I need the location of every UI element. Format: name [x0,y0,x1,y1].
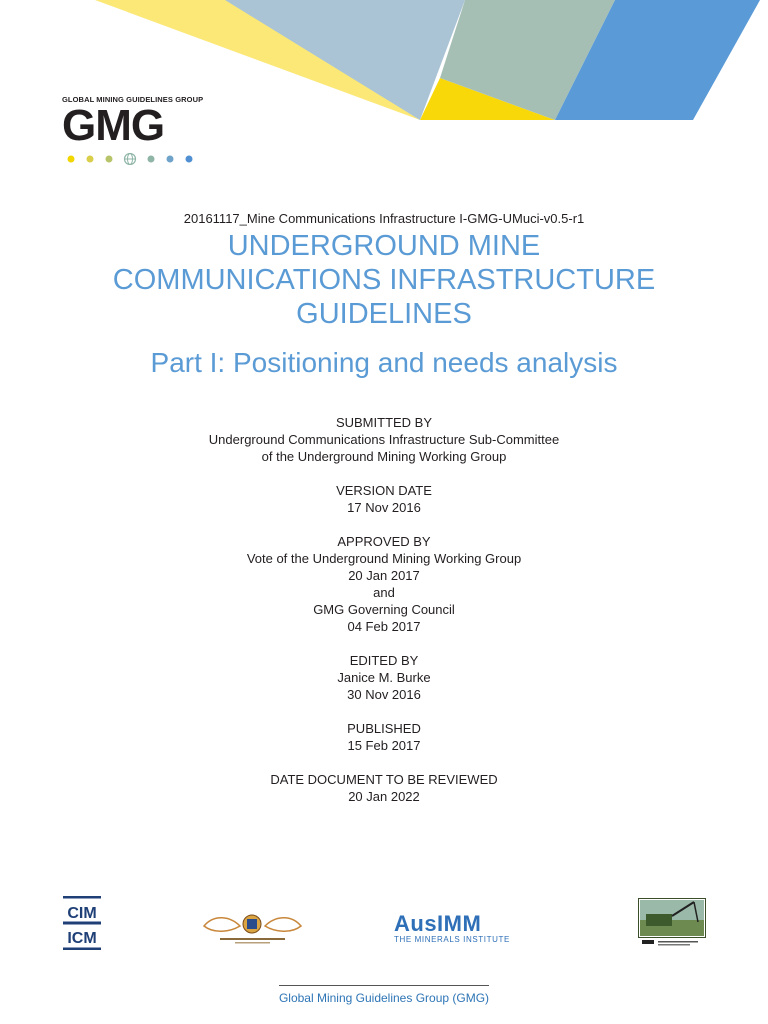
edited-by-label: EDITED BY [349,653,419,668]
review-date-value: 20 Jan 2022 [348,789,420,804]
footer-text: Global Mining Guidelines Group (GMG) [278,991,490,1005]
approved-by-block [0,533,768,635]
gmg-dots-icon [67,153,197,165]
title-line-3: GUIDELINES [296,298,472,330]
saimm-logo [200,908,305,946]
edited-by-block [0,652,768,703]
review-date-block [0,771,768,805]
title-line-1: UNDERGROUND MINE [227,230,541,262]
edited-by-line: 30 Nov 2016 [347,687,421,702]
title-line-2: COMMUNICATIONS INFRASTRUCTURE [112,264,656,296]
approved-by-line: GMG Governing Council [313,602,455,617]
review-date-label: DATE DOCUMENT TO BE REVIEWED [270,772,498,787]
gmg-acronym: GMG [62,101,165,150]
approved-by-line: and [373,585,395,600]
approved-by-line: 04 Feb 2017 [347,619,421,634]
version-date-value: 17 Nov 2016 [347,500,421,515]
cim-top-text: CIM [67,905,97,922]
gmg-logo [62,95,202,170]
published-block [0,720,768,754]
ausimm-name: AusIMM [394,911,482,936]
cim-logo [63,896,101,950]
version-date-label: VERSION DATE [336,483,432,498]
submitted-by-label: SUBMITTED BY [335,415,433,430]
document-id: 20161117_Mine Communications Infrastructure I-GMG-UMuci-v0.5-r1 [183,211,585,226]
document-metadata [0,414,768,822]
footer-divider [279,985,489,986]
cim-bottom-text: ICM [67,930,97,947]
published-value: 15 Feb 2017 [347,738,421,753]
approved-by-line: 20 Jan 2017 [348,568,420,583]
edited-by-line: Janice M. Burke [337,670,431,685]
document-subtitle: Part I: Positioning and needs analysis [150,347,618,378]
smart-logo [638,898,706,948]
ausimm-logo [394,913,518,947]
approved-by-label: APPROVED BY [337,534,431,549]
submitted-by-line: Underground Communications Infrastructure Sub-Committee [208,432,560,447]
approved-by-line: Vote of the Underground Mining Working Group [246,551,522,566]
submitted-by-block [0,414,768,465]
submitted-by-line: of the Underground Mining Working Group [261,449,507,464]
gmg-org-name: GLOBAL MINING GUIDELINES GROUP [62,95,204,104]
document-title [0,229,768,331]
version-date-block [0,482,768,516]
published-label: PUBLISHED [347,721,421,736]
ausimm-tagline: THE MINERALS INSTITUTE [394,935,510,944]
